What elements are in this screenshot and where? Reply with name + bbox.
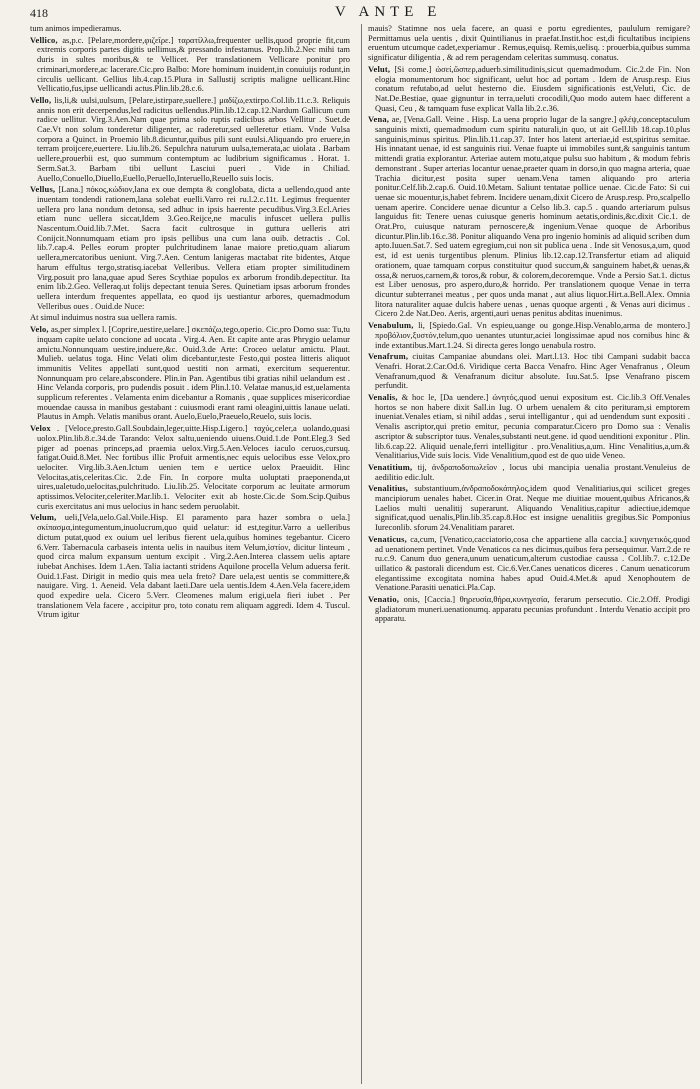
entry-headword: Velut, xyxy=(368,63,391,74)
dictionary-entry xyxy=(368,463,690,482)
dictionary-entry xyxy=(30,96,350,183)
dictionary-entry xyxy=(368,535,690,593)
entry-headword: Venalitius, xyxy=(368,483,409,494)
entry-text: li, [Spiedo.Gal. Vn espieu,uange ou gonge.Hisp.Venablo,arma de montero.] προβόλιον,ξυστόν,telum,quo uenantes utuntur,aciei longissimae apud nos cornibus hinc & inde extantibus.Mart.1.24. Si directa geres longo uenabula rostro. xyxy=(375,320,690,350)
entry-headword: Vello, xyxy=(30,94,52,105)
entry-headword: Velox xyxy=(30,423,51,434)
dictionary-entry xyxy=(368,484,690,533)
entry-text: tij, ἀνδραποδοπωλεῖον , locus ubi mancipia uenalia prostant.Venuleius de aedilitio edic.lult. xyxy=(375,461,690,482)
entry-text: ueli,[Vela,uelo.Gal.Voile.Hisp. El paramento para hazer sombra o uela.] σκίπασμα,integumentum,inuolucrum,quo quid uelatur: id est,tegitur.Varro a uelleribus dictum putat,quod ex ouium uel leribus fierent uela,quibus homines tegebantur. Cicero 6.Verr. Tabernacula carbaseis intenta uelis in nauibus item Velum,ἱστίον, dicitur linteum , quod circa malum expansum uentum excipit . Virg.2.Aen.Interea classem uelis aptare iubebat Anchises. Idem 1.Aen. Talia iactanti stridens Aquilone procella Velum aduersa ferit. Ouid.1.Fast. Dirigit in medio quis mea uela freto? Dare uela,est uentis se committere,& nauigare. Virg. 1. Aeneid. Vela dabant laeti.Dare uela uentis.Idem 4.Aen.Vela facere,idem quod expedire uela. Cicero 5.Verr. Cleomenes malum erigi,uela fieri iubet . Per translationem Vela facere , accipitur pro, toto conatu rem aliquam aggredi. Idem 4. Tuscul. Vtrum igitur xyxy=(37,512,350,620)
dictionary-entry xyxy=(30,36,350,94)
entry-text: as,per simplex l. [Coprire,uestire,uelare.] σκεπάζω,tego,operio. Cic.pro Domo sua: Tu,tu inquam capite uelato concione ad uocata . Virg.4. Aen. Et capite ante aras Phrygio uelamur amictu.Nonnunquam uestire,induere,&c. Ouid.3.de Arte: Croceo uelatur amictu. Plaut. Mulieb. uelatus toga. Hinc Velati olim dicebantur,teste Festo,qui postea litteris aliquot immunitis Velites appellati sunt,quod uestiti non armati, exercitum sequerentur. Nonnunquam pro celare,abscondere. Plin.in Pan. Agentibus tibi gratias nihil uelandum est . Hinc Velanda corporis, pro pudendis posuit . idem Plin.l.10. Velatae manus,id est,uelamenta supplicum referentes . Velamenta enim dicebantur a Romanis , quae supplices misericordiae mouendae caussa in manibus gestabant : cuiusmodi erant rami oleagini,uittis lanaue uelati. Plautus in Amph. Velatis manibus orant. Auelo,Euelo,Praeuelo,Reuelo, suis locis. xyxy=(37,324,350,422)
entry-headword: Venafrum, xyxy=(368,351,409,362)
entry-text: [Lana.] πόκος,κώδιον,lana ex oue dempta & conglobata, dicta a uellendo,quod ante inuentam tondendi rationem,lana solebat euelli.Varro rei ru.l.2.c.11t. Legimus frequenter uellera pro lana nondum detonsa, sed adhuc in ipsis haerente pecudibus.Virg.3.Ecl.Aries etiam nunc uellera siccat,Idem 3.Geo.Reijce,ne maculis infuscet uellera pullis Nascentum.Ouid.lib.7.Met. Sacra facit cultrosque in guttura uelleris atri Conijcit.Nonnumquam etiam pro ipsis pellibus una cum lana ouib. detractis . Col. lib.7.cap.4. Pelles eorum propter pulchritudinem lanae maiore pretio,quam aliarum uellera,mercatoribus ueniunt. Virg.7.Aen. Centum lanigeras mactabat rite bidentes, Atque harum effultus tergo,stratisq.iacebat Velleribus. Vellera etiam propter similitudinem Virg.posuit pro lana,quae apud Seres Scythiae populos ex arborum frondib.depectitur. Ita enim lib.2.Geo. Velleraq.ut folijs depectant tenuia Seres. Quinetiam ipsas arborum frondes uellera interdum frequentes appellata, eo quod ijs uestiantur arbores, quemadmodum Velleribus oues . Ouid.de Nuce: xyxy=(37,184,350,311)
dictionary-entry xyxy=(368,65,690,114)
entry-headword: Velum, xyxy=(30,512,57,523)
entry-headword: Venabulum, xyxy=(368,320,414,331)
page-header xyxy=(30,4,690,24)
entry-text: lis,li,& uulsi,uulsum, [Pelare,istirpare,suellere.] μαδίζω,extirpo.Col.lib.11.c.3. Reliquis annis non erit decerpendus,led radicitus uellendus.Plin.lib.12.cap.12.Nardum Gallicum cum radice uellitur. Virg.3.Aen.Nam quae prima solo ruptis radicibus arbos Vellitur . Suet.de Cae.Vt non solum tonderetur diligenter, ac raderetur,sed uelleretur etiam. Vnde Vulsa corpora a Quinct. in Proemio lib.8.dicuntur,quibus pili sunt euulsi.Aliquando pro eruere,in terram proijcere,euertere. Liu.lib.26. Sepulchra naturum uulsa,temerata,ac uiolata . Barbam uellere,prouerbii est, quo summum contemptum ac ludibrium significamus . Horat. 1. Serm.Sat.3. Barbam tibi uellunt Lasciui pueri . Vide in Chiliad. Auello,Conuello,Diuello,Euello,Peruello,Interuello,Reuello suis locis. xyxy=(37,94,350,183)
entry-headword: Venatitium, xyxy=(368,461,413,472)
entry-text: At simul induimus nostra sua uellera ramis. xyxy=(30,312,177,323)
running-head: V ANTE E xyxy=(335,4,442,20)
entry-text: ciuitas Campaniae abundans olei. Mart.l.13. Hoc tibi Campani sudabit bacca Venafri. Horat.2.Car.Od.6. Viridique certa Bacca Venafro. Hinc Ager Venafranus , Oleum Venafranum,quod & Venafranum dicitur absolute. Iuu.Sat.5. Ipse Venafrano piscem perfundit. xyxy=(375,351,691,391)
dictionary-entry xyxy=(368,595,690,624)
entry-text: as,p.c. [Pelare,mordere,φιζεῖρε.] ταρατίλλω,frequenter uellis,quod proprie fit,cum extremis corporis partes digitis uellimus,& pressando infestamus. Prop.lib.2.Nec mihi tam duris in sultes moribus,& te Vellicet. Per translationem Vellicare ponitur pro criminari,mordere,ac lacerare.Cic.pro Balbo: More hominum inuident,in conuiuijs rodunt,in circulis uellicant. Gellius lib.4.cap.15.Plura in Sallustij scriptis maligne uellicant.Hinc Vellicatio,fus,ipse uellicandi actus.Plin.lib.28.c.6. xyxy=(37,34,350,94)
entry-text: ae, [Vena.Gall. Veine . Hisp. La uena proprio lugar de la sangre.] φλέψ,conceptaculum sanguinis mixti, quemadmodum cum spiritu naturali,in quo, ut ait Gell.lib 18.cap.10.plus sanguinis,minus spiritus. Plin.lib.11.cap.37. Inter hos latent arteriae,id est,spiritus semitae. His innatant uenae, id est sanguinis riui. Venae fuapte ui immobiles sunt,& sanguinis tantum mittendi gratia explorantur. Arteriae autem motu,atque pulsu suo habitum , & modum febris demonstrant . Super arterias locantur uenae,praeter quam in dorso,in quo magna arteria, quae Trachia dicitur,est posita super uenam.Vena tamen aliquando pro arteria ponitur.Celf.lib.2.cap.6. Ouid.10.Metam. Saliunt tentatae pollice uenae. Cic.de Fato: Si cui uenae sic mouentur,is,habet febrem. Inciderе uenam,dixit Cicero de Arusp.resp. Pro,scalpello uenam aperire. Concidere uenae dicuntur a Celso lib.3. cap.5 . quando arteriarum pulsus languidus fit: Tenere uenas cuiusque generis hominum aetatis,ordinis,&c.dixit Cic.1. de Orat.Pro, cuiusque naturam pernoscere,& ingenium.Venae quoque de Arboribus dicuntur.Plin.lib.16.c.38. Ponitur aliquando Vena pro ingenio hominis ad aliquid scriben dum apto.Iuuen.Sat.7. Sed uatem egregium,cui non sit publica uena . Inde sit Venosus,a,um, quod est, id est uenis turgentibus plenum. Plinius lib.12.cap.12.Transfertur etiam ad aliquid orationem, quae tamquam corpus constituitur quod succum,& sanguinem habet,& uenas,& ossa,& neruos,carnem,& toros,& robur, & colorem,decoremque. Vnde a Persio Sat.1. dictus est Liber uenosus, pro aspero,duro,& horrido. Per translationem quoque Venae in terra dicuntur subterranei meatus , per quos unda manat , aut alius liquor.Hirt.a.Bell.Alex. Omnia litora naturaliter aquae dulcis habere uenas , uenas quoque argenti , & Venas auri dicimus . Cicero 2.de Nat.Deo. Aeris, argenti,auri uenas penitus abditas inuenimus. xyxy=(375,114,690,319)
entry-text: tum animos impedieramus. xyxy=(30,23,122,33)
entry-headword: Vena, xyxy=(368,114,390,125)
right-column xyxy=(368,24,690,626)
entry-headword: Velo, xyxy=(30,324,49,335)
dictionary-entry xyxy=(368,393,690,461)
entry-text: . [Veloce,presto.Gall.Soubdain,leger,uitte.Hisp.Ligero.] ταχύς,celer,a uolando,quasi uolox.Plin.lib.8.c.34.de Tarando: Velox saltu,ueniendo uiuens.Ouid.1.de Pont.Eleg.3 Sed piger ad poenas princeps,ad praemia uelox.Virg.5.Aen.Veloces iaculo ceruos,cursuq. fatigat.Ouid.8.Met. Nec fortibus illic Profuit armentis,nec equis uelocibus esse Velox,pro uelociter. Virg.lib.3.Aen.Ictum uenien tem e uertice uelox Praeuidit. Hinc Velocitas,atis,celeritas.Cic. 2.de Fin. In corpore multa uoluptati praeponenda,ut uires,ualetudo,uelocitas,pulchritudo. Liu.lib.25. Velocitate corporum ac leuitate armorum aptissimos.Velociter,celeriter.Mar.lib.1. Velociter exit ab hoste.Cic.de Som.Scip.Quibus curis exercitatus ani mus uelocius in hanc sedem peruolabit. xyxy=(37,423,350,511)
dictionary-entry xyxy=(368,115,690,319)
dictionary-entry xyxy=(30,325,350,422)
entry-text: mauis? Statimne nos uela facere, an quasi e portu egredientes, paululum remigare? Permittamus uela uentis , dixit Quintilianus in praefat.Instit.hoc est,di ficultatibus incipiens eruentum utcumque cadet,experiamur . Remus,equisq. Remis,uelisq. : prouerbia,quibus summa significatur diligentia , & ad rem peragendam celeritas summusq. conatus. xyxy=(368,23,690,63)
entry-text: & hoc le, [Da uendere.] ὠνητός,quod uenui expositum est. Cic.lib.3 Off.Venales hortos se non habere dixit Sall.in Iug. O urbem uenalem & cito perituram,si emptorem inueniat.Venales etiam, si nihil addas , serui intelligantur , qui ad uendendum sunt expositi . Venalis ascriptor,qui pretio emitur, pecunia comparatur.Cicero pro Domo sua : Venalis ascriptor & subscriptor tuus. Venales,substanti neut.gene. id quod uenditioni exponitur . Plin. lib.6.cap.22. Aliquid uenale,ferri intelligitur . pro.Venalitius,a,um. Hinc Venalitius,a,um.& Venalitiarius,Vide suis locis. Vide Venalitium,quod est de quo uide Veneo. xyxy=(375,392,691,461)
entry-text: [Si come.] ὡσεί,ὥσπερ,aduerb.similitudinis,sicut quemadmodum. Cic.2.de Fin. Non elogia monumentorum hoc significant, uelut hoc ad portam . Idem de Arusp.resp. Eius conatum refutabo,ad uelut hesterno die. Eiusdem significationis est,Veluti, Cic. de Nat.De.Bestiae, quae gignuntur in terra,ueluti crocodili,Quo modo autem haec different a Quasi, Ceu , & tamquam fuse explicat Valla lib.2.c.36. xyxy=(375,63,691,113)
entry-text: ca,cum, [Venatico,cacciatorio,cosa che appartiene alla caccia.] κυνηγετικός,quod ad uenationem pertinet. Vnde Venaticos ca nes dicimus,quibus fera persequimur. Varr.2.de re ru.c.9. Canum duo genera,unum uenaticum,alterum custodiae caussa . Col.lib.7. c.12.De uillatico & pastorali dicendum est. Cic.6.Ver.Canes uenaticos diceres . Canum uenaticorum elegantissime excogitata nomina habes apud Ouid.4.Met.& apud Xenophoutem de Venatione.Parasiti uenatici.Pla.Cap. xyxy=(375,533,690,593)
entry-headword: Venatio, xyxy=(368,594,400,605)
entry-headword: Venalis, xyxy=(368,392,398,403)
dictionary-entry xyxy=(30,313,350,323)
dictionary-entry xyxy=(368,352,690,391)
dictionary-entry xyxy=(368,24,690,63)
dictionary-entry xyxy=(30,185,350,311)
entry-headword: Vellus, xyxy=(30,184,56,195)
entry-text: onis, [Caccia.] θηρευσία,θήρα,κυνηγεσία, ferarum persecutio. Cic.2.Off. Prodigi gladiatorum muneri.uenationumq. apparatu pecunias profundunt . Interdu Venatio accipit pro apparatu. xyxy=(375,594,691,624)
dictionary-entry xyxy=(30,513,350,620)
column-rule xyxy=(361,24,362,1084)
page-number: 418 xyxy=(30,6,48,20)
dictionary-entry xyxy=(368,321,690,350)
dictionary-entry xyxy=(30,424,350,511)
left-column xyxy=(30,24,350,622)
entry-headword: Venaticus, xyxy=(368,533,407,544)
entry-headword: Vellico, xyxy=(30,34,58,45)
dictionary-entry xyxy=(30,24,350,34)
entry-text: substantiuum,ἀνδραποδοκάπηλος,idem quod Venalitiarius,qui scilicet greges mancipiorum uenales habet. Cicer.in Orat. Neque me diuitiae mouent,quibus Africanos,& Laelios multi uenalitij superarunt. Aliquando Venalitius,capitur adiectiue,idemque significat,quod uenalis,Plin.lib.35.cap.8.Hoc est insigne uenalitiis gregibus.Sic Pomponius Iureconlib. sforum 24.Venalitiam pararet. xyxy=(375,483,691,533)
two-column-body xyxy=(30,24,690,1086)
